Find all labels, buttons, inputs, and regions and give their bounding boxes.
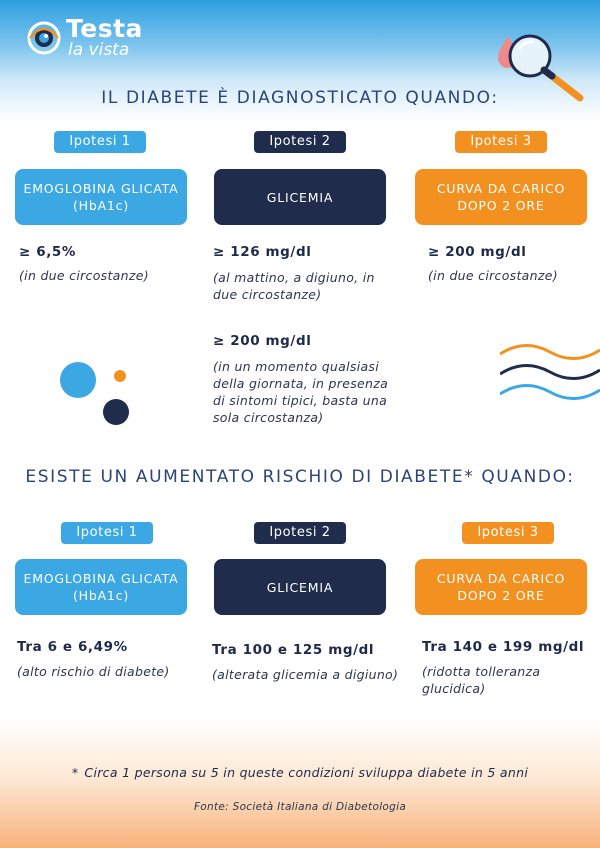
logo-line-2: la vista [68, 40, 130, 60]
footnote-star: * [71, 765, 79, 780]
s2-value-3: Tra 140 e 199 mg/dl [422, 639, 585, 655]
s2-box-1: EMOGLOBINA GLICATA (HbA1c) [15, 559, 187, 615]
s1-pill-1: Ipotesi 1 [54, 131, 146, 153]
s1-value-1: ≥ 6,5% [19, 244, 77, 260]
s2-pill-2: Ipotesi 2 [254, 522, 346, 544]
s2-box-3: CURVA DA CARICO DOPO 2 ORE [415, 559, 587, 615]
s2-pill-1: Ipotesi 1 [61, 522, 153, 544]
footnote [0, 765, 600, 780]
s2-value-1: Tra 6 e 6,49% [17, 639, 128, 655]
s1-note-1: (in due circostanze) [19, 268, 149, 283]
s2-box-2: GLICEMIA [214, 559, 386, 615]
logo-line-1: Testa [66, 14, 143, 43]
s1-note-2b: (in un momento qualsiasi della giornata, in presenza di sintomi tipici, basta una sola circostanza) [213, 359, 389, 425]
section1-heading: IL DIABETE È DIAGNOSTICATO QUANDO: [101, 88, 499, 108]
s2-pill-3: Ipotesi 3 [462, 522, 554, 544]
s2-note-3: (ridotta tolleranza glucidica) [422, 664, 541, 696]
s1-box-2: GLICEMIA [214, 169, 386, 225]
footnote-text: Circa 1 persona su 5 in queste condizioni sviluppa diabete in 5 anni [84, 765, 529, 780]
s1-box-1: EMOGLOBINA GLICATA (HbA1c) [15, 169, 187, 225]
decorative-waves [500, 340, 600, 416]
s1-pill-3: Ipotesi 3 [455, 131, 547, 153]
s1-value-2: ≥ 126 mg/dl [213, 244, 312, 260]
s1-value-2b: ≥ 200 mg/dl [213, 333, 312, 349]
eye-logo-icon [24, 18, 68, 58]
s2-value-2: Tra 100 e 125 mg/dl [212, 642, 375, 658]
s1-note-2: (al mattino, a digiuno, in due circostanze) [213, 270, 375, 302]
s1-value-3: ≥ 200 mg/dl [428, 244, 527, 260]
section2-heading: ESISTE UN AUMENTATO RISCHIO DI DIABETE* QUANDO: [25, 467, 575, 487]
s1-box-3: CURVA DA CARICO DOPO 2 ORE [415, 169, 587, 225]
logo [66, 16, 143, 59]
s1-note-3: (in due circostanze) [428, 268, 558, 283]
s2-note-2: (alterata glicemia a digiuno) [212, 667, 399, 682]
s2-note-1: (alto rischio di diabete) [17, 664, 170, 679]
decorative-dots [56, 356, 136, 428]
source-credit: Fonte: Società Italiana di Diabetologia [193, 801, 407, 813]
s1-pill-2: Ipotesi 2 [254, 131, 346, 153]
